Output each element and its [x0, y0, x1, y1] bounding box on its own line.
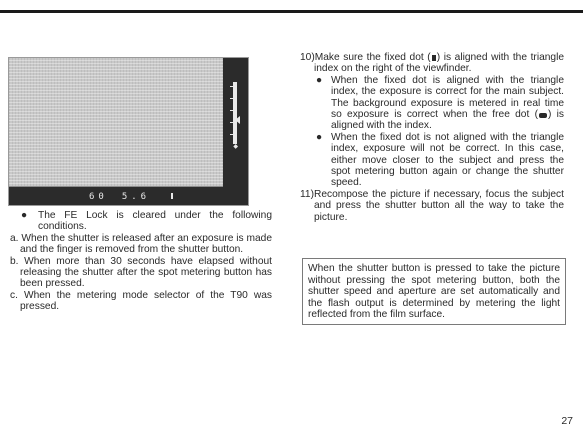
- top-rule: [0, 10, 583, 13]
- step-11: 11)Recompose the picture if necessary, focus the subject and press the shutter button all the way to take the picture.: [300, 188, 564, 223]
- condition-label: a.: [10, 232, 19, 244]
- scale-tick: [230, 86, 233, 87]
- step-10-sub-1: [300, 75, 564, 132]
- flash-note-box: When the shutter button is pressed to take the picture without pressing the spot metering button, both the shutter speed and aperture are set automatically and the flash output is determined by metering the light reflected from the film surface.: [302, 258, 566, 325]
- bullet-icon: ●: [21, 210, 28, 221]
- condition-a: [10, 233, 272, 256]
- right-column: [300, 52, 564, 223]
- scale-tick: [230, 134, 233, 135]
- condition-text: When the metering mode selector of the T90 was pressed.: [20, 289, 272, 313]
- fe-lock-note: [10, 210, 272, 233]
- shutter-speed-readout: 60: [89, 192, 108, 202]
- left-column: [10, 210, 272, 313]
- scale-tick: [230, 110, 233, 111]
- step-10-sub-2: [300, 132, 564, 189]
- sub-1-text-end: ) is aligned with the index.: [331, 109, 564, 132]
- aperture-readout: 5.6: [121, 192, 151, 202]
- step-10: [300, 52, 564, 75]
- sub-1-text-start: When the fixed dot is aligned with the triangle index, the exposure is correct for the main subject. The background exposure is metered in real time so exposure is correct when the free dot (: [331, 74, 564, 121]
- viewfinder-readout: [89, 192, 150, 202]
- fe-lock-text: The FE Lock is cleared under the following conditions.: [38, 210, 272, 233]
- bullet-icon: ●: [316, 131, 323, 143]
- condition-text: When the shutter is released after an exposure is made and the finger is removed from the shutter button.: [20, 232, 272, 256]
- fixed-dot-icon: [432, 55, 436, 61]
- condition-c: [10, 290, 272, 313]
- bullet-icon: ●: [316, 74, 323, 86]
- flash-ready-icon: [171, 193, 173, 199]
- viewfinder-illustration: [8, 57, 249, 206]
- sub-2-text: When the fixed dot is not aligned with the triangle index, exposure will not be correct. In this case, either move closer to the subject and press the spot metering button again or change the shutter speed.: [331, 131, 564, 189]
- scale-tick: [230, 122, 233, 123]
- metering-scale: [233, 82, 237, 144]
- triangle-index-icon: [235, 116, 240, 124]
- condition-b: [10, 256, 272, 290]
- metering-mark-icon: ◆: [233, 144, 238, 150]
- condition-label: b.: [10, 255, 19, 267]
- page-number: 27: [561, 415, 573, 427]
- step-10-text-start: 10)Make sure the fixed dot (: [300, 52, 431, 63]
- condition-text: When more than 30 seconds have elapsed without releasing the shutter after the spot metering button has been pressed.: [20, 255, 273, 290]
- free-dot-icon: [539, 113, 547, 118]
- scale-tick: [230, 98, 233, 99]
- step-10-text-end: ) is aligned with the triangle index on the right of the viewfinder.: [314, 52, 565, 75]
- condition-label: c.: [10, 289, 18, 301]
